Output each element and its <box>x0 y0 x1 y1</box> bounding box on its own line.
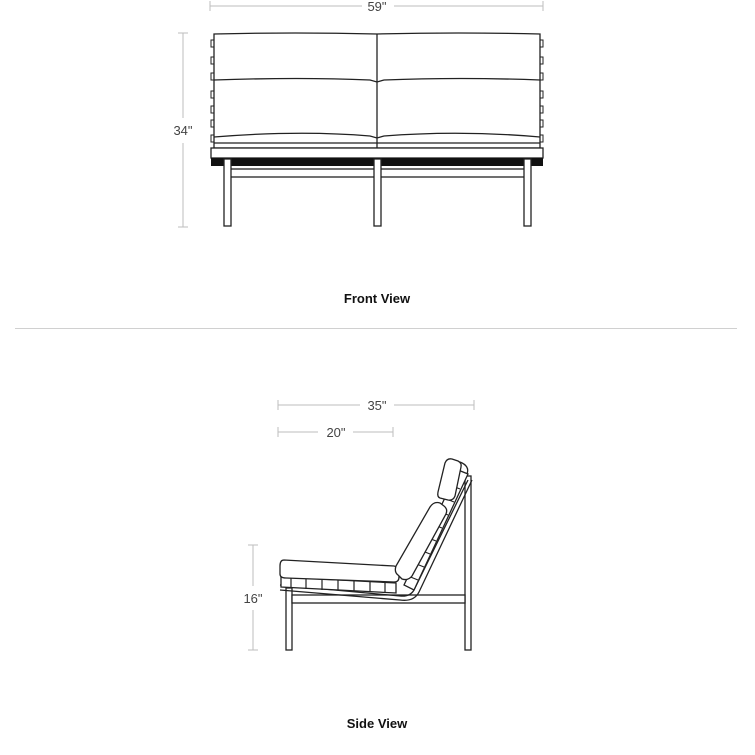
width-dimension-line <box>210 0 543 14</box>
height-dimension-line <box>173 33 192 227</box>
seat-depth-dimension-line <box>278 425 393 440</box>
seat-height-dimension-line <box>243 545 262 650</box>
side-view-label: Side View <box>346 716 408 731</box>
front-view-label: Front View <box>343 291 411 306</box>
front-view-drawing <box>173 0 543 227</box>
width-dimension-label: 59" <box>367 0 387 14</box>
height-dimension-label: 34" <box>173 123 193 138</box>
seat-height-dimension-label: 16" <box>243 591 263 606</box>
depth-dimension-label: 35" <box>367 398 387 413</box>
sofa-side <box>280 459 472 650</box>
side-view-drawing <box>243 398 474 650</box>
depth-dimension-line <box>278 398 474 413</box>
section-divider <box>15 328 737 329</box>
sofa-front <box>211 33 543 226</box>
seat-depth-dimension-label: 20" <box>326 425 346 440</box>
